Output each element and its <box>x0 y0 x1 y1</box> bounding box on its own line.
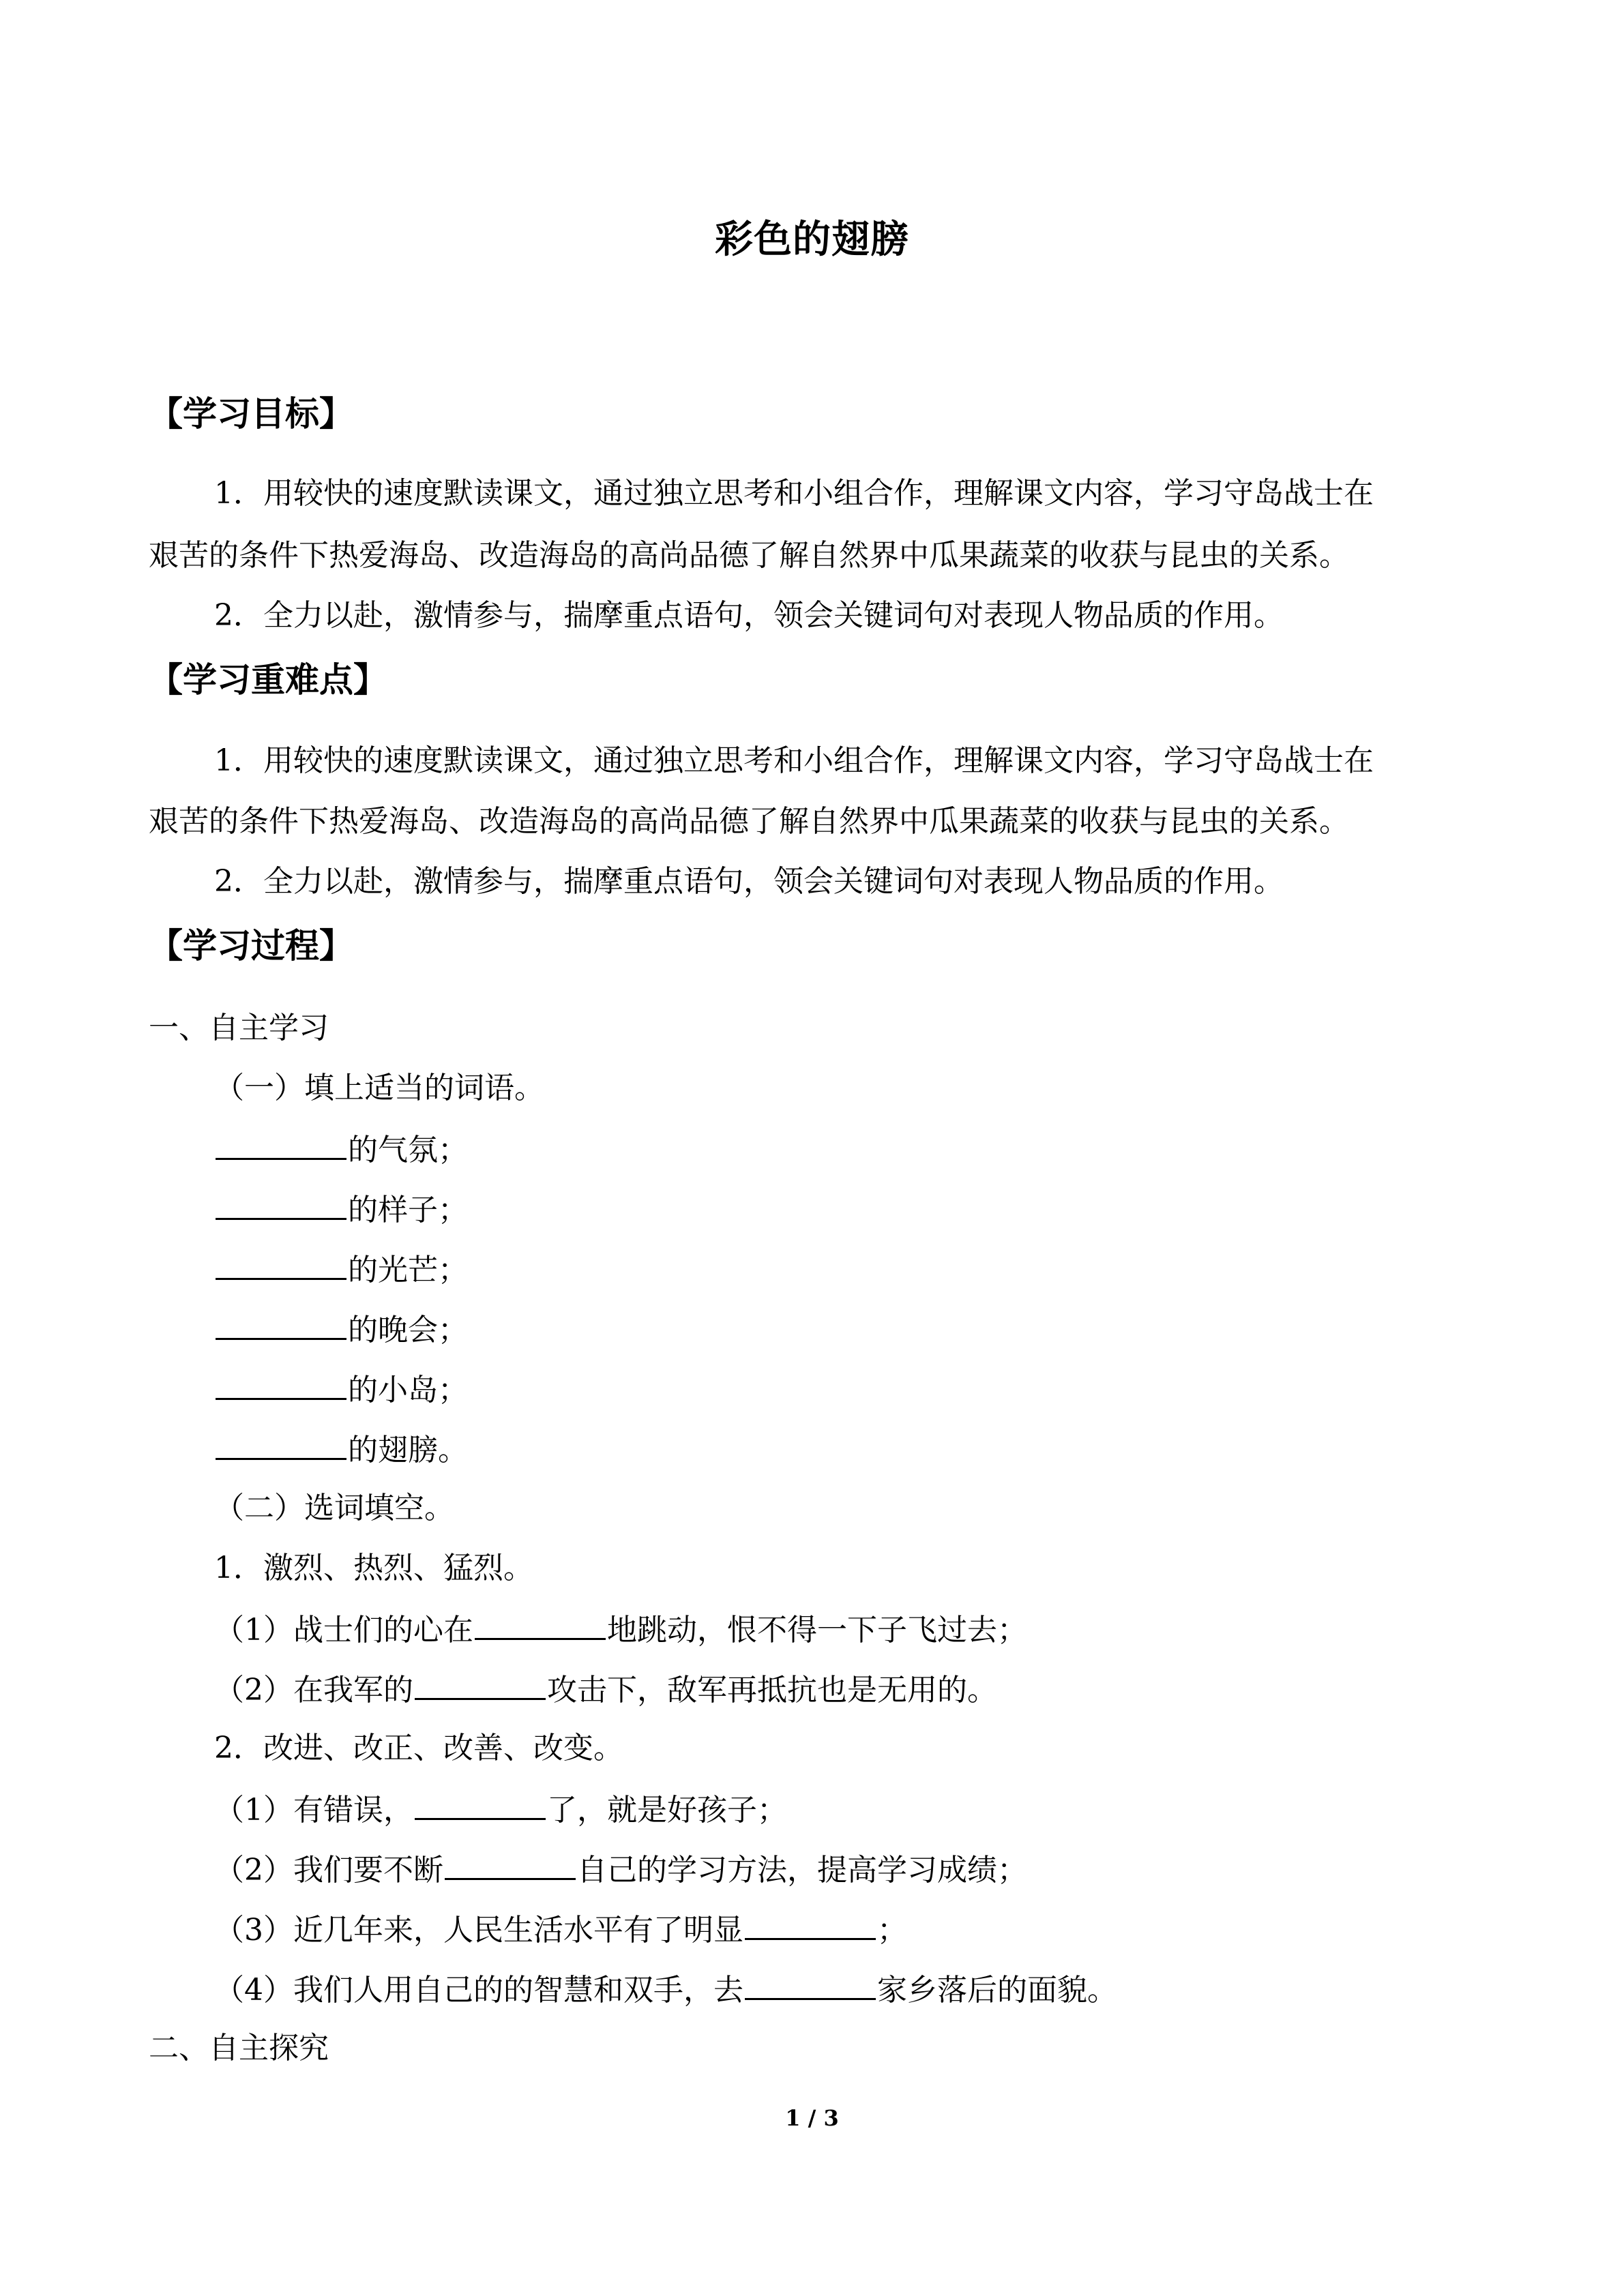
question-text-after: 自己的学习方法，提高学习成绩； <box>577 1853 1027 1888</box>
fill-item-text: 的翅膀。 <box>348 1433 468 1467</box>
fill-item <box>214 1427 468 1472</box>
process-part-2: 二、自主探究 <box>149 2031 329 2066</box>
blank-field[interactable] <box>216 1307 346 1340</box>
blank-field[interactable] <box>216 1427 346 1460</box>
question-text-before: （2）我们要不断 <box>214 1853 443 1888</box>
process-sub-1: （一）填上适当的词语。 <box>214 1071 544 1105</box>
fill-item-text: 的样子； <box>348 1193 468 1227</box>
blank-field[interactable] <box>475 1607 606 1640</box>
fill-item <box>214 1367 468 1412</box>
fill-item <box>214 1127 468 1172</box>
question-text-before: （4）我们人用自己的的智慧和双手，去 <box>214 1973 743 2008</box>
blank-field[interactable] <box>216 1367 346 1400</box>
blank-field[interactable] <box>216 1127 346 1160</box>
choice-question <box>214 1907 907 1952</box>
choice-question <box>214 1787 787 1832</box>
fill-item-text: 的小岛； <box>348 1373 468 1407</box>
section-heading-process: 【学习过程】 <box>149 926 353 966</box>
choice-group-2-label: 2．改进、改正、改善、改变。 <box>214 1731 623 1765</box>
choice-question <box>214 1847 1027 1892</box>
blank-field[interactable] <box>445 1847 576 1880</box>
section-heading-key-points: 【学习重难点】 <box>149 660 387 700</box>
fill-item <box>214 1187 468 1232</box>
choice-question <box>214 1607 1027 1652</box>
fill-item-text: 的气氛； <box>348 1133 468 1167</box>
section-heading-goals: 【学习目标】 <box>149 394 353 434</box>
process-sub-2: （二）选词填空。 <box>214 1491 454 1525</box>
document-title: 彩色的翅膀 <box>715 218 909 262</box>
question-text-after: 了，就是好孩子； <box>547 1793 787 1828</box>
choice-question <box>214 1967 1117 2012</box>
blank-field[interactable] <box>415 1667 546 1700</box>
blank-field[interactable] <box>745 1967 876 2000</box>
choice-question <box>214 1667 997 1712</box>
blank-field[interactable] <box>216 1187 346 1220</box>
process-part-1: 一、自主学习 <box>149 1011 329 1045</box>
question-text-before: （3）近几年来，人民生活水平有了明显 <box>214 1913 743 1948</box>
goals-item-2: 2．全力以赴，激情参与，揣摩重点语句，领会关键词句对表现人物品质的作用。 <box>214 598 1284 633</box>
page-indicator: 1 / 3 <box>785 2105 839 2131</box>
key-points-item-1-line-1: 1．用较快的速度默读课文，通过独立思考和小组合作，理解课文内容，学习守岛战士在 <box>214 743 1374 778</box>
question-text-before: （1）有错误， <box>214 1793 413 1828</box>
question-text-after: 家乡落后的面貌。 <box>877 1973 1117 2008</box>
goals-item-1-line-2: 艰苦的条件下热爱海岛、改造海岛的高尚品德了解自然界中瓜果蔬菜的收获与昆虫的关系。 <box>149 538 1349 573</box>
question-text-after: 地跳动，恨不得一下子飞过去； <box>607 1613 1027 1648</box>
fill-item-text: 的晚会； <box>348 1313 468 1347</box>
question-text-before: （2）在我军的 <box>214 1673 413 1708</box>
blank-field[interactable] <box>745 1907 876 1940</box>
fill-item <box>214 1247 468 1292</box>
question-text-after: ； <box>877 1913 907 1948</box>
choice-group-1-label: 1．激烈、热烈、猛烈。 <box>214 1551 533 1585</box>
blank-field[interactable] <box>216 1247 346 1280</box>
fill-item-text: 的光芒； <box>348 1253 468 1287</box>
blank-field[interactable] <box>415 1787 546 1820</box>
goals-item-1-line-1: 1．用较快的速度默读课文，通过独立思考和小组合作，理解课文内容，学习守岛战士在 <box>214 476 1374 511</box>
fill-item <box>214 1307 468 1352</box>
key-points-item-1-line-2: 艰苦的条件下热爱海岛、改造海岛的高尚品德了解自然界中瓜果蔬菜的收获与昆虫的关系。 <box>149 804 1349 839</box>
question-text-before: （1）战士们的心在 <box>214 1613 473 1648</box>
key-points-item-2: 2．全力以赴，激情参与，揣摩重点语句，领会关键词句对表现人物品质的作用。 <box>214 864 1284 899</box>
question-text-after: 攻击下，敌军再抵抗也是无用的。 <box>547 1673 997 1708</box>
